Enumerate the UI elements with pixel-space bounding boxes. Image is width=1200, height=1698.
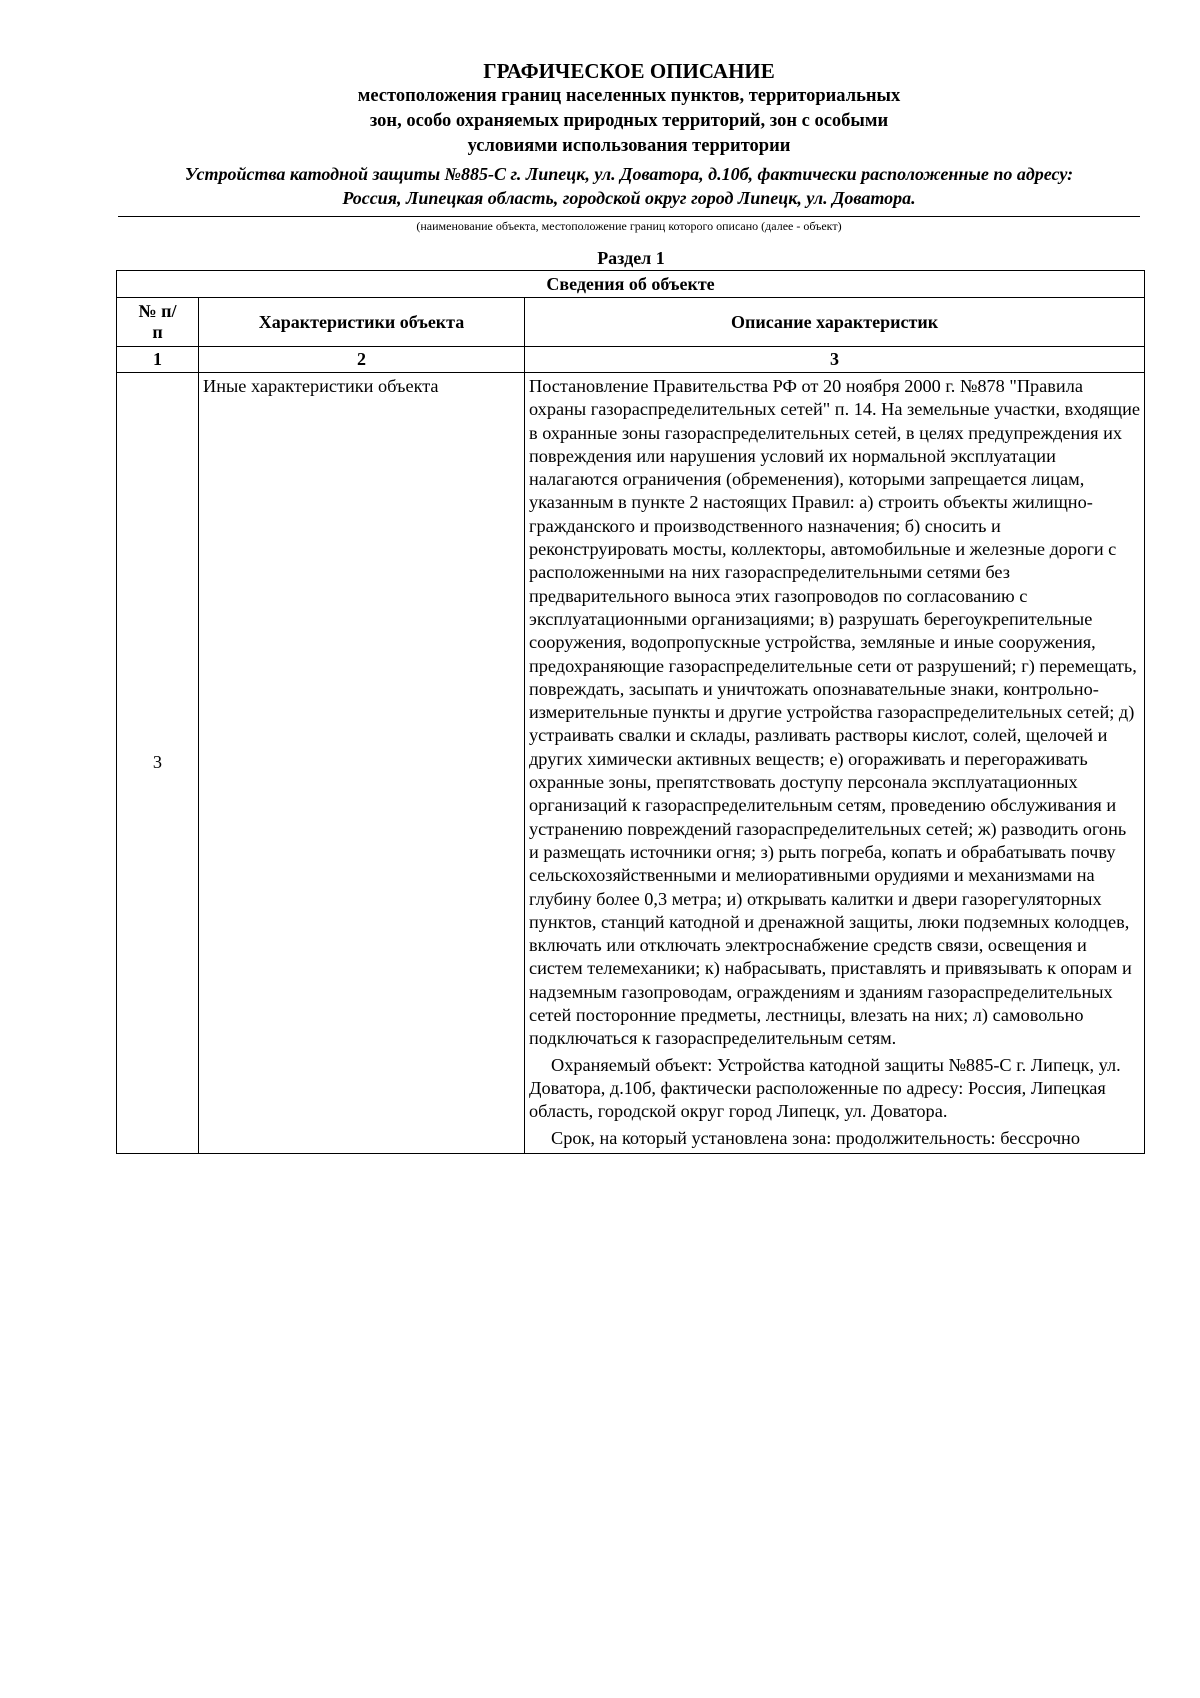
section-title: Раздел 1 — [597, 248, 665, 268]
table-caption-row — [117, 271, 1145, 298]
row-description — [525, 373, 1145, 1154]
table-row — [117, 373, 1145, 1154]
subtitle-line-1: местоположения границ населенных пунктов, территориальных — [357, 86, 901, 106]
object-name-line-2: Россия, Липецкая область, городской округ город Липецк, ул. Доватора. — [342, 188, 916, 208]
object-caption: (наименование объекта, местоположение границ которого описано (далее - объект) — [416, 219, 842, 233]
description-paragraph-3: Срок, на который установлена зона: продолжительность: бессрочно — [551, 1127, 1080, 1148]
description-paragraph-2: Охраняемый объект: Устройства катодной защиты №885-С г. Липецк, ул. Доватора, д.10б, фактически расположенные по адресу: Россия, Липецкая область, городской округ город Липецк, ул. Доватора. — [529, 1054, 1121, 1122]
header-no — [117, 298, 199, 347]
object-name — [118, 162, 1140, 210]
document-title: ГРАФИЧЕСКОЕ ОПИСАНИЕ — [483, 59, 775, 83]
object-name-underline — [118, 216, 1140, 217]
header-no-label: № п/п — [138, 301, 177, 342]
subtitle-line-3: условиями использования территории — [467, 136, 791, 156]
header-characteristic: Характеристики объекта — [199, 298, 525, 347]
object-info-table — [116, 270, 1145, 1154]
column-number-3: 3 — [525, 347, 1145, 373]
header-description: Описание характеристик — [525, 298, 1145, 347]
column-number-2: 2 — [199, 347, 525, 373]
column-number-row — [117, 347, 1145, 373]
description-paragraph-1: Постановление Правительства РФ от 20 ноября 2000 г. №878 "Правила охраны газораспределительных сетей" п. 14. На земельные участки, входящие в охранные зоны газораспределительных сетей, в целях предупреждения их повреждения или нарушения условий их нормальной эксплуатации налагаются ограничения (обременения), которыми запрещается лицам, указанным в пункте 2 настоящих Правил: а) строить объекты жилищно-гражданского и производственного назначения; б) сносить и реконструировать мосты, коллекторы, автомобильные и железные дороги с расположенными на них газораспределительными сетями без предварительного выноса этих газопроводов по согласованию с эксплуатационными организациями; в) разрушать берегоукрепительные сооружения, водопропускные устройства, земляные и иные сооружения, предохраняющие газораспределительные сети от разрушений; г) перемещать, повреждать, засыпать и уничтожать опознавательные знаки, контрольно-измерительные пункты и другие устройства газораспределительных сетей; д) устраивать свалки и склады, разливать растворы кислот, солей, щелочей и других химически активных веществ; е) огораживать и перегораживать охранные зоны, препятствовать доступу персонала эксплуатационных организаций к газораспределительным сетям, проведению обслуживания и устранению повреждений газораспределительных сетей; ж) разводить огонь и размещать источники огня; з) рыть погреба, копать и обрабатывать почву сельскохозяйственными и мелиоративными орудиями и механизмами на глубину более 0,3 метра; и) открывать калитки и двери газорегуляторных пунктов, станций катодной и дренажной защиты, люки подземных колодцев, включать или отключать электроснабжение средств связи, освещения и систем телемеханики; к) набрасывать, приставлять и привязывать к опорам и надземным газопроводам, ограждениям и зданиям газораспределительных сетей посторонние предметы, лестницы, влезать на них; л) самовольно подключаться к газораспределительным сетям. — [529, 376, 1140, 1049]
row-characteristic: Иные характеристики объекта — [199, 373, 525, 1154]
table-header-row — [117, 298, 1145, 347]
subtitle-line-2: зон, особо охраняемых природных территорий, зон с особыми — [369, 111, 889, 131]
column-number-1: 1 — [117, 347, 199, 373]
table-caption: Сведения об объекте — [117, 271, 1145, 298]
row-number: 3 — [117, 373, 199, 1154]
document-header — [118, 58, 1140, 234]
object-name-line-1: Устройства катодной защиты №885-С г. Липецк, ул. Доватора, д.10б, фактически расположенные по адресу: — [184, 164, 1074, 184]
